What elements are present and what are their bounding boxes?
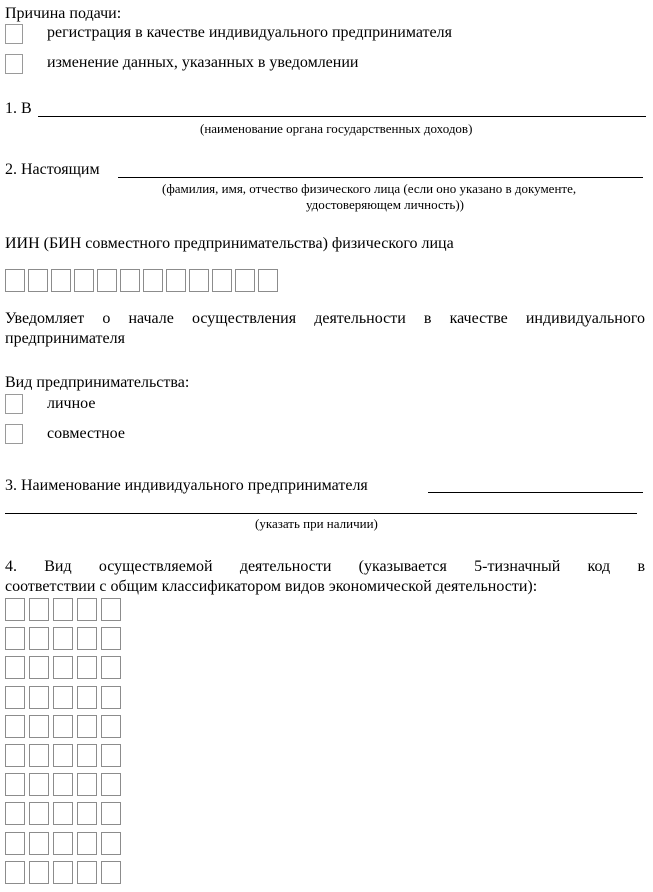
reason-option-change: изменение данных, указанных в уведомлении: [47, 54, 359, 71]
activity-code-cell[interactable]: [101, 715, 121, 738]
activity-code-cell[interactable]: [77, 832, 97, 855]
activity-code-cell[interactable]: [29, 686, 49, 709]
activity-code-cell[interactable]: [5, 832, 25, 855]
section1-hint: (наименование органа государственных доходов): [200, 121, 473, 136]
reason-title: Причина подачи:: [5, 5, 122, 22]
business-type-title: Вид предпринимательства:: [5, 374, 190, 391]
activity-code-cell[interactable]: [5, 598, 25, 621]
iin-digit-cell[interactable]: [97, 269, 117, 292]
iin-label: ИИН (БИН совместного предпринимательства) физического лица: [5, 235, 454, 252]
activity-code-cell[interactable]: [53, 627, 73, 650]
iin-digit-cell[interactable]: [74, 269, 94, 292]
activity-code-cell[interactable]: [53, 744, 73, 767]
section3-hint: (указать при наличии): [255, 516, 378, 531]
iin-digit-cell[interactable]: [5, 269, 25, 292]
activity-code-cell[interactable]: [101, 598, 121, 621]
activity-code-cell[interactable]: [77, 861, 97, 884]
iin-digit-cell[interactable]: [28, 269, 48, 292]
activity-code-cell[interactable]: [53, 715, 73, 738]
activity-code-cell[interactable]: [5, 715, 25, 738]
activity-code-cell[interactable]: [29, 773, 49, 796]
activity-code-cell[interactable]: [29, 744, 49, 767]
business-type-option-personal: личное: [47, 395, 96, 412]
section4-line2: соответствии с общим классификатором видов экономической деятельности):: [5, 578, 538, 595]
entrepreneur-name-field-continued[interactable]: [5, 513, 637, 514]
notice-line2: предпринимателя: [5, 330, 125, 347]
activity-code-cell[interactable]: [53, 598, 73, 621]
business-type-checkbox-joint[interactable]: [5, 424, 23, 444]
activity-code-cell[interactable]: [101, 773, 121, 796]
section2-hint-line1: (фамилия, имя, отчество физического лица (если оно указано в документе,: [162, 181, 577, 196]
reason-checkbox-change[interactable]: [5, 54, 23, 74]
notice-line1: Уведомляет о начале осуществления деятельности в качестве индивидуального: [5, 310, 645, 327]
activity-code-cell[interactable]: [5, 861, 25, 884]
activity-code-cell[interactable]: [77, 627, 97, 650]
full-name-field[interactable]: [118, 177, 643, 178]
section2-label: 2. Настоящим: [5, 161, 100, 178]
activity-code-cell[interactable]: [101, 656, 121, 679]
activity-code-cell[interactable]: [53, 773, 73, 796]
activity-code-cell[interactable]: [101, 861, 121, 884]
activity-code-cell[interactable]: [5, 627, 25, 650]
activity-code-cell[interactable]: [5, 656, 25, 679]
iin-digit-cell[interactable]: [258, 269, 278, 292]
reason-checkbox-registration[interactable]: [5, 24, 23, 44]
activity-code-cell[interactable]: [77, 686, 97, 709]
entrepreneur-name-field[interactable]: [428, 492, 643, 493]
activity-code-cell[interactable]: [101, 686, 121, 709]
activity-code-cell[interactable]: [77, 715, 97, 738]
activity-code-cell[interactable]: [29, 802, 49, 825]
activity-code-cell[interactable]: [29, 656, 49, 679]
activity-code-cell[interactable]: [5, 744, 25, 767]
business-type-checkbox-personal[interactable]: [5, 394, 23, 414]
section3-label: 3. Наименование индивидуального предпринимателя: [5, 477, 368, 494]
iin-digit-cell[interactable]: [212, 269, 232, 292]
iin-digit-cell[interactable]: [166, 269, 186, 292]
section1-label: 1. В: [5, 100, 32, 117]
iin-digit-cell[interactable]: [189, 269, 209, 292]
iin-digit-cell[interactable]: [120, 269, 140, 292]
activity-code-cell[interactable]: [77, 656, 97, 679]
activity-code-cell[interactable]: [29, 832, 49, 855]
activity-code-cell[interactable]: [5, 802, 25, 825]
activity-code-cell[interactable]: [29, 598, 49, 621]
activity-code-cell[interactable]: [53, 656, 73, 679]
iin-digit-cell[interactable]: [143, 269, 163, 292]
activity-code-cell[interactable]: [101, 802, 121, 825]
reason-option-registration: регистрация в качестве индивидуального предпринимателя: [47, 24, 452, 41]
activity-code-cell[interactable]: [53, 686, 73, 709]
tax-authority-field[interactable]: [38, 116, 646, 117]
activity-code-cell[interactable]: [101, 627, 121, 650]
activity-code-cell[interactable]: [53, 802, 73, 825]
iin-digit-cell[interactable]: [235, 269, 255, 292]
activity-code-cell[interactable]: [53, 832, 73, 855]
activity-code-cell[interactable]: [77, 744, 97, 767]
activity-code-cell[interactable]: [77, 598, 97, 621]
section4-line1: 4. Вид осуществляемой деятельности (указывается 5-тизначный код в: [5, 558, 645, 575]
activity-code-cell[interactable]: [5, 773, 25, 796]
iin-digit-cell[interactable]: [51, 269, 71, 292]
activity-code-cell[interactable]: [29, 627, 49, 650]
activity-code-cell[interactable]: [29, 715, 49, 738]
business-type-option-joint: совместное: [47, 425, 125, 442]
section2-hint-line2: удостоверяющем личность)): [306, 197, 464, 212]
activity-code-cell[interactable]: [77, 802, 97, 825]
activity-code-cell[interactable]: [53, 861, 73, 884]
activity-code-cell[interactable]: [101, 744, 121, 767]
activity-code-cell[interactable]: [5, 686, 25, 709]
activity-code-cell[interactable]: [29, 861, 49, 884]
activity-code-cell[interactable]: [101, 832, 121, 855]
activity-code-cell[interactable]: [77, 773, 97, 796]
